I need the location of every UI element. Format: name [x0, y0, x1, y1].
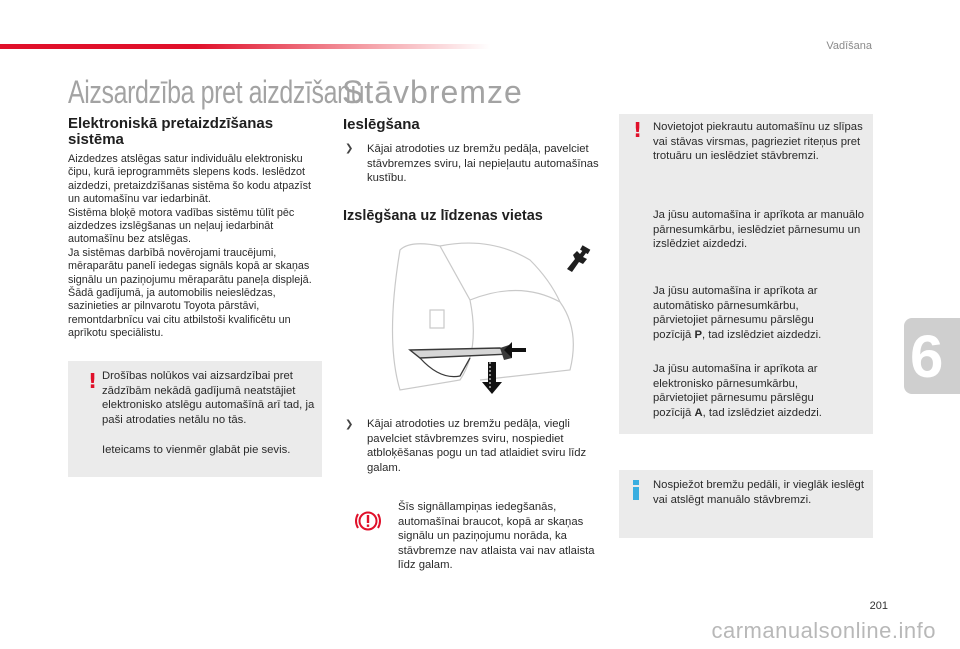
- right-para-2: Ja jūsu automašīna ir aprīkota ar manuālo pārnesumkārbu, ieslēdziet pārnesumu un izslēdziet aizdedzi.: [653, 209, 864, 251]
- right-para-3: [653, 284, 853, 342]
- bullet-release: ❯: [345, 419, 354, 430]
- section-label: Vadīšana: [826, 40, 872, 52]
- watermark: carmanualsonline.info: [711, 618, 936, 643]
- chapter-tab[interactable]: [904, 318, 960, 394]
- left-para-1: Aizdedzes atslēgas satur individuālu elektronisku čipu, kurā ieprogrammēts slepens kods. Ieslēdzot aizdedzi, pretaizdzīšanas sistēma šo kodu atpazīst un automašīnu var iedarbināt.: [68, 153, 312, 206]
- position-a: A: [694, 406, 703, 419]
- warning-icon: !: [633, 118, 643, 142]
- chapter-number: 6: [910, 323, 944, 390]
- heading-engage: Ieslēgšana: [343, 116, 420, 133]
- bullet-engage: ❯: [345, 143, 354, 154]
- left-para-3: Ja sistēmas darbībā novērojami traucējumi, mēraparātu panelī iedegas signāls kopā ar skaņas signālu un paziņojumu mēraparātu paneļa displejā. Šādā gadījumā, ja automobilis neieslēdzas, sazinieties ar pilnvarotu Toyota pārstāvi, remontdarbnīcu vai citu atbilstoši kvalificētu un aprīkotu speciālistu.: [68, 246, 312, 340]
- left-para-2: Sistēma bloķē motora vadības sistēmu tūlīt pēc aizdedzes izslēgšanas un neļauj iedarbināt automašīnu bez atslēgas.: [68, 206, 295, 246]
- warning-lamp-text: Šīs signāllampiņas iedegšanās, automašīnai braucot, kopā ar skaņas signālu un paziņojumu norāda, ka stāvbremze nav atlaista vai nav atlaista līdz galam.: [398, 501, 595, 572]
- right-info-box: [619, 470, 873, 538]
- left-warning-2: Ieteicams to vienmēr glabāt pie sevis.: [102, 444, 291, 456]
- right-para-1: Novietojot piekrautu automašīnu uz slīpas vai stāvas virsmas, pagrieziet riteņus pret trotuāru un ieslēdziet stāvbremzi.: [653, 121, 863, 163]
- info-icon: [633, 480, 639, 500]
- brake-warning-icon: [353, 506, 383, 536]
- right-warning-box: [619, 114, 873, 434]
- left-title: Aizsardzība pret aizdzīšanu: [68, 74, 365, 110]
- right-para-3-end: , tad izslēdziet aizdedzi.: [702, 328, 822, 341]
- right-para-4: [653, 362, 853, 420]
- heading-release: Izslēgšana uz līdzenas vietas: [343, 208, 543, 224]
- right-para-4-end: , tad izslēdziet aizdedzi.: [702, 406, 822, 419]
- position-p: P: [694, 328, 702, 341]
- release-text: Kājai atrodoties uz bremžu pedāļa, viegli pavelciet stāvbremzes sviru, nospiediet atbloķēšanas pogu un tad atlaidiet sviru līdz galam.: [367, 418, 587, 474]
- right-info-text: Nospiežot bremžu pedāli, ir vieglāk ieslēgt vai atslēgt manuālo stāvbremzi.: [653, 479, 864, 506]
- middle-title: Stāvbremze: [342, 74, 523, 110]
- left-warning-1: Drošības nolūkos vai aizsardzībai pret zādzībām nekādā gadījumā neatstājiet elektronisko atslēgu automašīnā arī tad, ja paši atrodaties netālu no tās.: [102, 370, 315, 426]
- left-subtitle: Elektroniskā pretaizdzīšanas sistēma: [68, 115, 274, 148]
- engage-text: Kājai atrodoties uz bremžu pedāļa, pavelciet stāvbremzes sviru, lai nepieļautu automašīnas kustību.: [367, 143, 599, 185]
- left-warning-box: [68, 361, 322, 477]
- warning-icon: !: [88, 369, 98, 393]
- page-number: 201: [869, 600, 888, 612]
- parking-brake-illustration: [380, 240, 598, 400]
- right-para-3-text: Ja jūsu automašīna ir aprīkota ar automātisko pārnesumkārbu, pārvietojiet pārnesumu pārslēgu pozīcijā: [653, 285, 818, 341]
- header-accent-bar: [0, 44, 490, 49]
- left-body: [68, 153, 324, 341]
- right-para-4-text: Ja jūsu automašīna ir aprīkota ar elektronisko pārnesumkārbu, pārvietojiet pārnesumu pārslēgu pozīcijā: [653, 363, 818, 419]
